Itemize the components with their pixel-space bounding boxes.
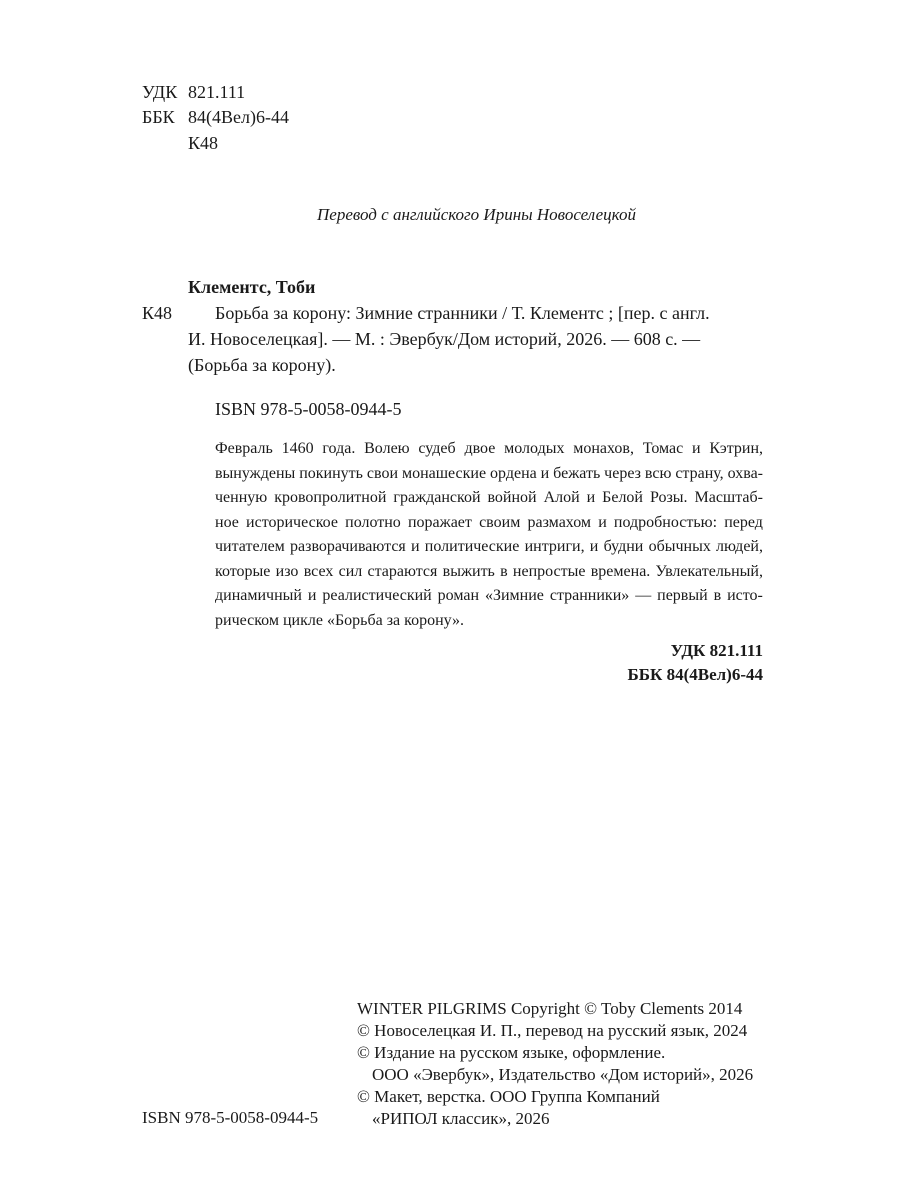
abstract-line: ное историческое полотно поражает своим размахом и подробностью: перед	[215, 513, 763, 531]
author-mark-header: К48	[188, 133, 219, 153]
classification-udk: УДК 821.111	[670, 641, 763, 660]
abstract	[215, 437, 763, 633]
copyright-line: © Новоселецкая И. П., перевод на русский язык, 2024	[357, 1021, 748, 1040]
classification-bbk: ББК 84(4Вел)6-44	[627, 665, 763, 684]
abstract-line: Февраль 1460 года. Волею судеб двое молодых монахов, Томас и Кэтрин,	[215, 440, 763, 457]
description-line-3: (Борьба за корону).	[188, 355, 336, 375]
abstract-line: вынуждены покинуть свои монашеские ордена и бежать через всю страну, охва-	[215, 464, 763, 482]
bbk-value: 84(4Вел)6-44	[188, 107, 289, 127]
copyright-line: WINTER PILGRIMS Copyright © Toby Clements 2014	[357, 999, 743, 1018]
description-line-2: И. Новоселецкая]. — М. : Эвербук/Дом историй, 2026. — 608 с. —	[188, 329, 701, 349]
bbk-label: ББК	[142, 107, 175, 127]
copyright-line: © Издание на русском языке, оформление.	[357, 1043, 666, 1062]
udk-label: УДК	[142, 82, 178, 102]
abstract-line: динамичный и реалистический роман «Зимние странники» — первый в исто-	[215, 587, 763, 604]
abstract-line: которые изо всех сил стараются выжить в непростые времена. Увлекательный,	[215, 562, 763, 580]
description-line-1: Борьба за корону: Зимние странники / Т. Клементс ; [пер. с англ.	[215, 303, 710, 323]
copyright-line: «РИПОЛ классик», 2026	[372, 1109, 550, 1128]
copyright-line: © Макет, верстка. ООО Группа Компаний	[357, 1087, 660, 1106]
abstract-line: читателем разворачиваются и политические интриги, и будни обычных людей,	[215, 538, 763, 555]
record-isbn: ISBN 978-5-0058-0944-5	[215, 399, 402, 419]
author-mark: К48	[142, 303, 173, 323]
copyright-line: ООО «Эвербук», Издательство «Дом историй», 2026	[372, 1065, 754, 1084]
footer-isbn: ISBN 978-5-0058-0944-5	[142, 1108, 319, 1127]
author-heading: Клементс, Тоби	[188, 277, 316, 297]
abstract-line: рическом цикле «Борьба за корону».	[215, 611, 465, 629]
translator-note: Перевод с английского Ирины Новоселецкой	[317, 205, 636, 224]
udk-value: 821.111	[188, 82, 246, 102]
abstract-line: ченную кровопролитной гражданской войной Алой и Белой Розы. Масштаб-	[215, 489, 763, 506]
